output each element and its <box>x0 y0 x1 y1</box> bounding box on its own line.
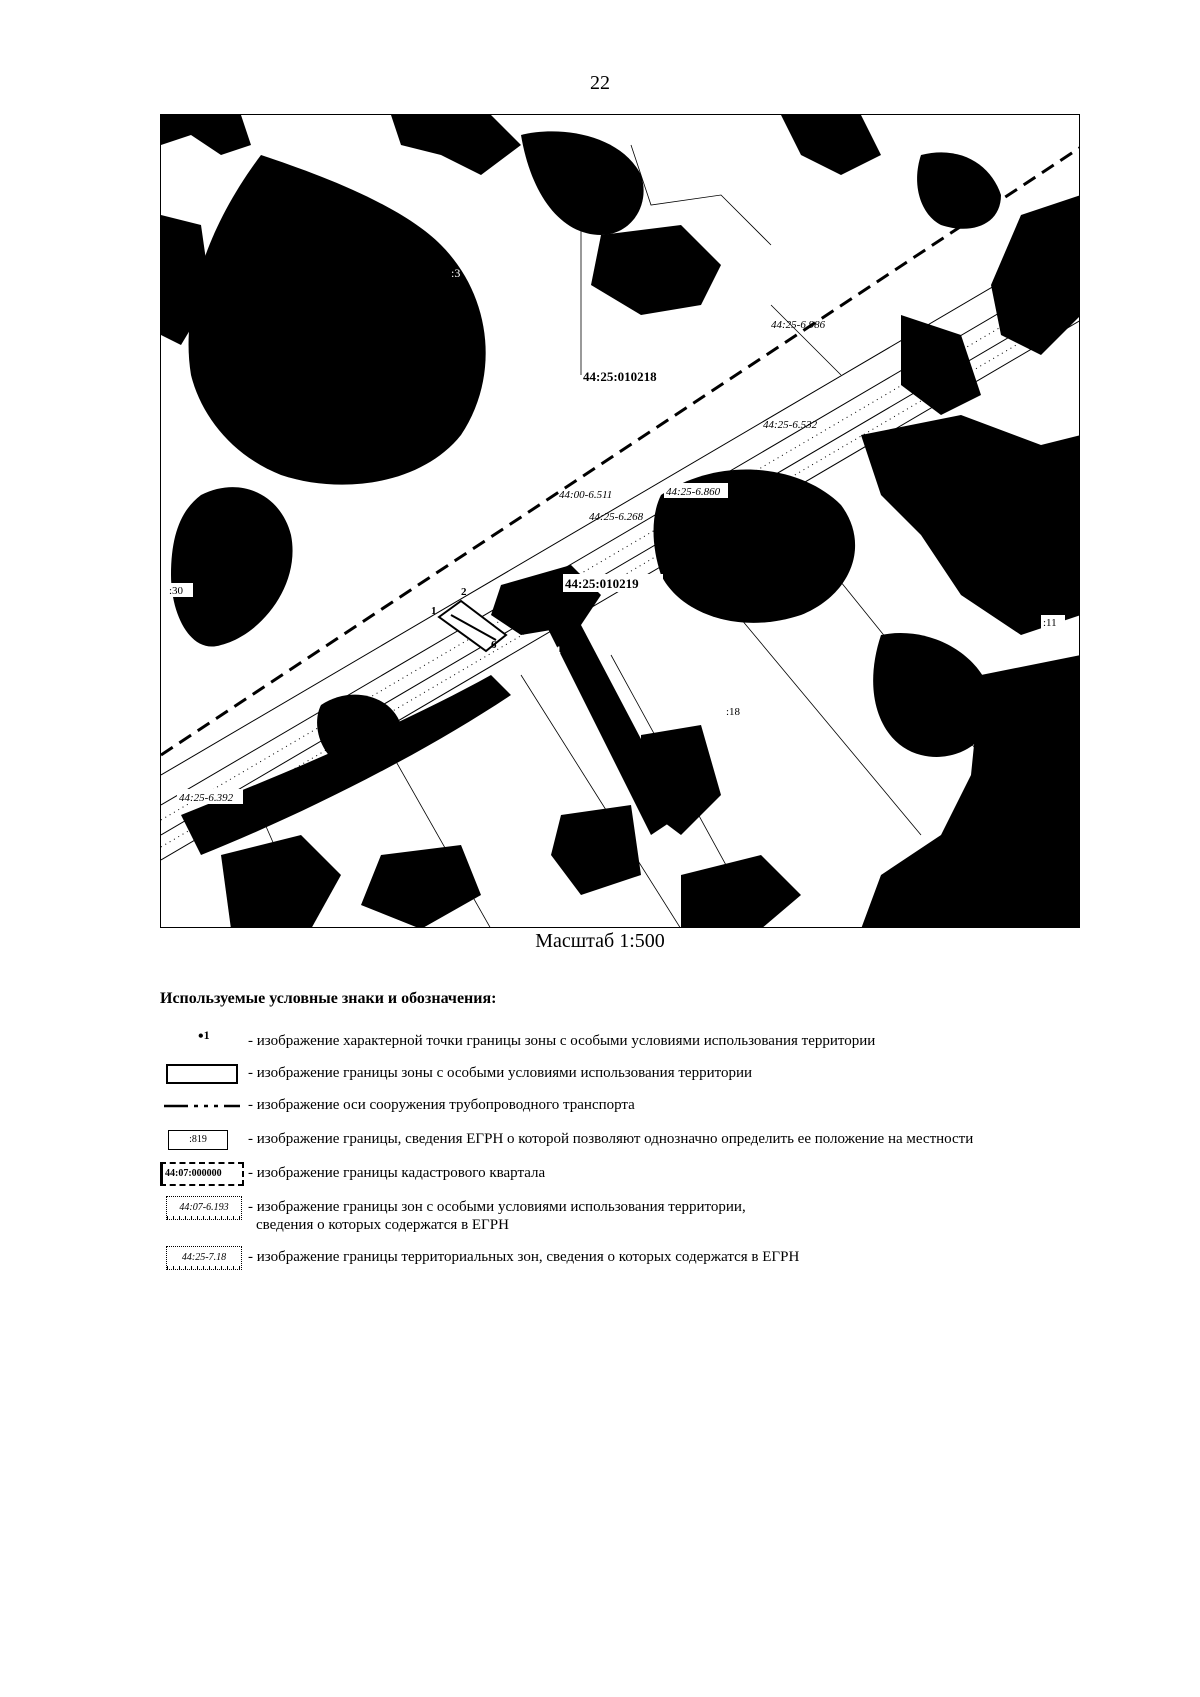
parcel-label-3: :3 <box>451 266 461 280</box>
zone-label-6268: 44:25-6.268 <box>589 511 644 523</box>
point-label-2: 2 <box>461 586 467 598</box>
legend-text-line2: сведения о которых содержатся в ЕГРН <box>256 1217 509 1233</box>
legend-text: - изображение границы территориальных зон, сведения о которых содержатся в ЕГРН <box>248 1249 800 1265</box>
parcel-label-19: :19 <box>411 896 426 908</box>
pipeline-axis-symbol <box>160 1094 244 1120</box>
legend-text: - изображение границы зоны с особыми условиями использования территории <box>248 1065 753 1081</box>
egrn-zone-symbol: 44:07-6.193 <box>160 1196 244 1222</box>
quarter-label-north: 44:25:010218 <box>583 369 657 384</box>
parcel-label-9: :9 <box>1039 808 1048 820</box>
legend-text: - изображение границы кадастрового квартала <box>248 1165 546 1181</box>
legend-title: Используемые условные знаки и обозначения: <box>160 990 497 1007</box>
parcel-label-30: :30 <box>169 585 184 597</box>
map-canvas <box>161 115 1080 928</box>
zone-label-6511: 44:00-6.511 <box>559 489 613 501</box>
quarter-boundary-symbol: 44:07:000000 <box>160 1162 244 1188</box>
territorial-zone-symbol: 44:25-7.18 <box>160 1246 244 1272</box>
zone-label-6532: 44:25-6.532 <box>763 419 818 431</box>
scale-caption: Масштаб 1:500 <box>535 930 665 952</box>
zone-label-6860: 44:25-6.860 <box>666 486 721 498</box>
zone-label-6392: 44:25-6.392 <box>179 792 234 804</box>
legend-text-line1: - изображение границы зон с особыми условиями использования территории, <box>248 1199 746 1215</box>
point-label-1: 1 <box>431 605 437 617</box>
parcel-label-4: 4 <box>554 643 561 658</box>
point-symbol: •$^1$ <box>198 1028 210 1045</box>
legend-text: - изображение характерной точки границы зоны с особыми условиями использования территории <box>248 1033 876 1049</box>
legend-text <box>248 1198 746 1234</box>
parcel-label-18: :18 <box>726 706 741 718</box>
page-number: 22 <box>590 72 610 94</box>
point-label-6: 6 <box>491 639 497 651</box>
zone-label-6986: 44:25-6.986 <box>771 319 826 331</box>
quarter-label-south: 44:25:010219 <box>565 576 639 591</box>
parcel-label-11: :11 <box>1043 617 1057 629</box>
map-panel <box>160 114 1080 928</box>
egrn-boundary-symbol: :819 <box>160 1128 244 1154</box>
legend-text: - изображение границы, сведения ЕГРН о которой позволяют однозначно определить ее положение на местности <box>248 1131 974 1147</box>
legend-text: - изображение оси сооружения трубопроводного транспорта <box>248 1097 635 1113</box>
zone-boundary-symbol <box>160 1062 244 1088</box>
